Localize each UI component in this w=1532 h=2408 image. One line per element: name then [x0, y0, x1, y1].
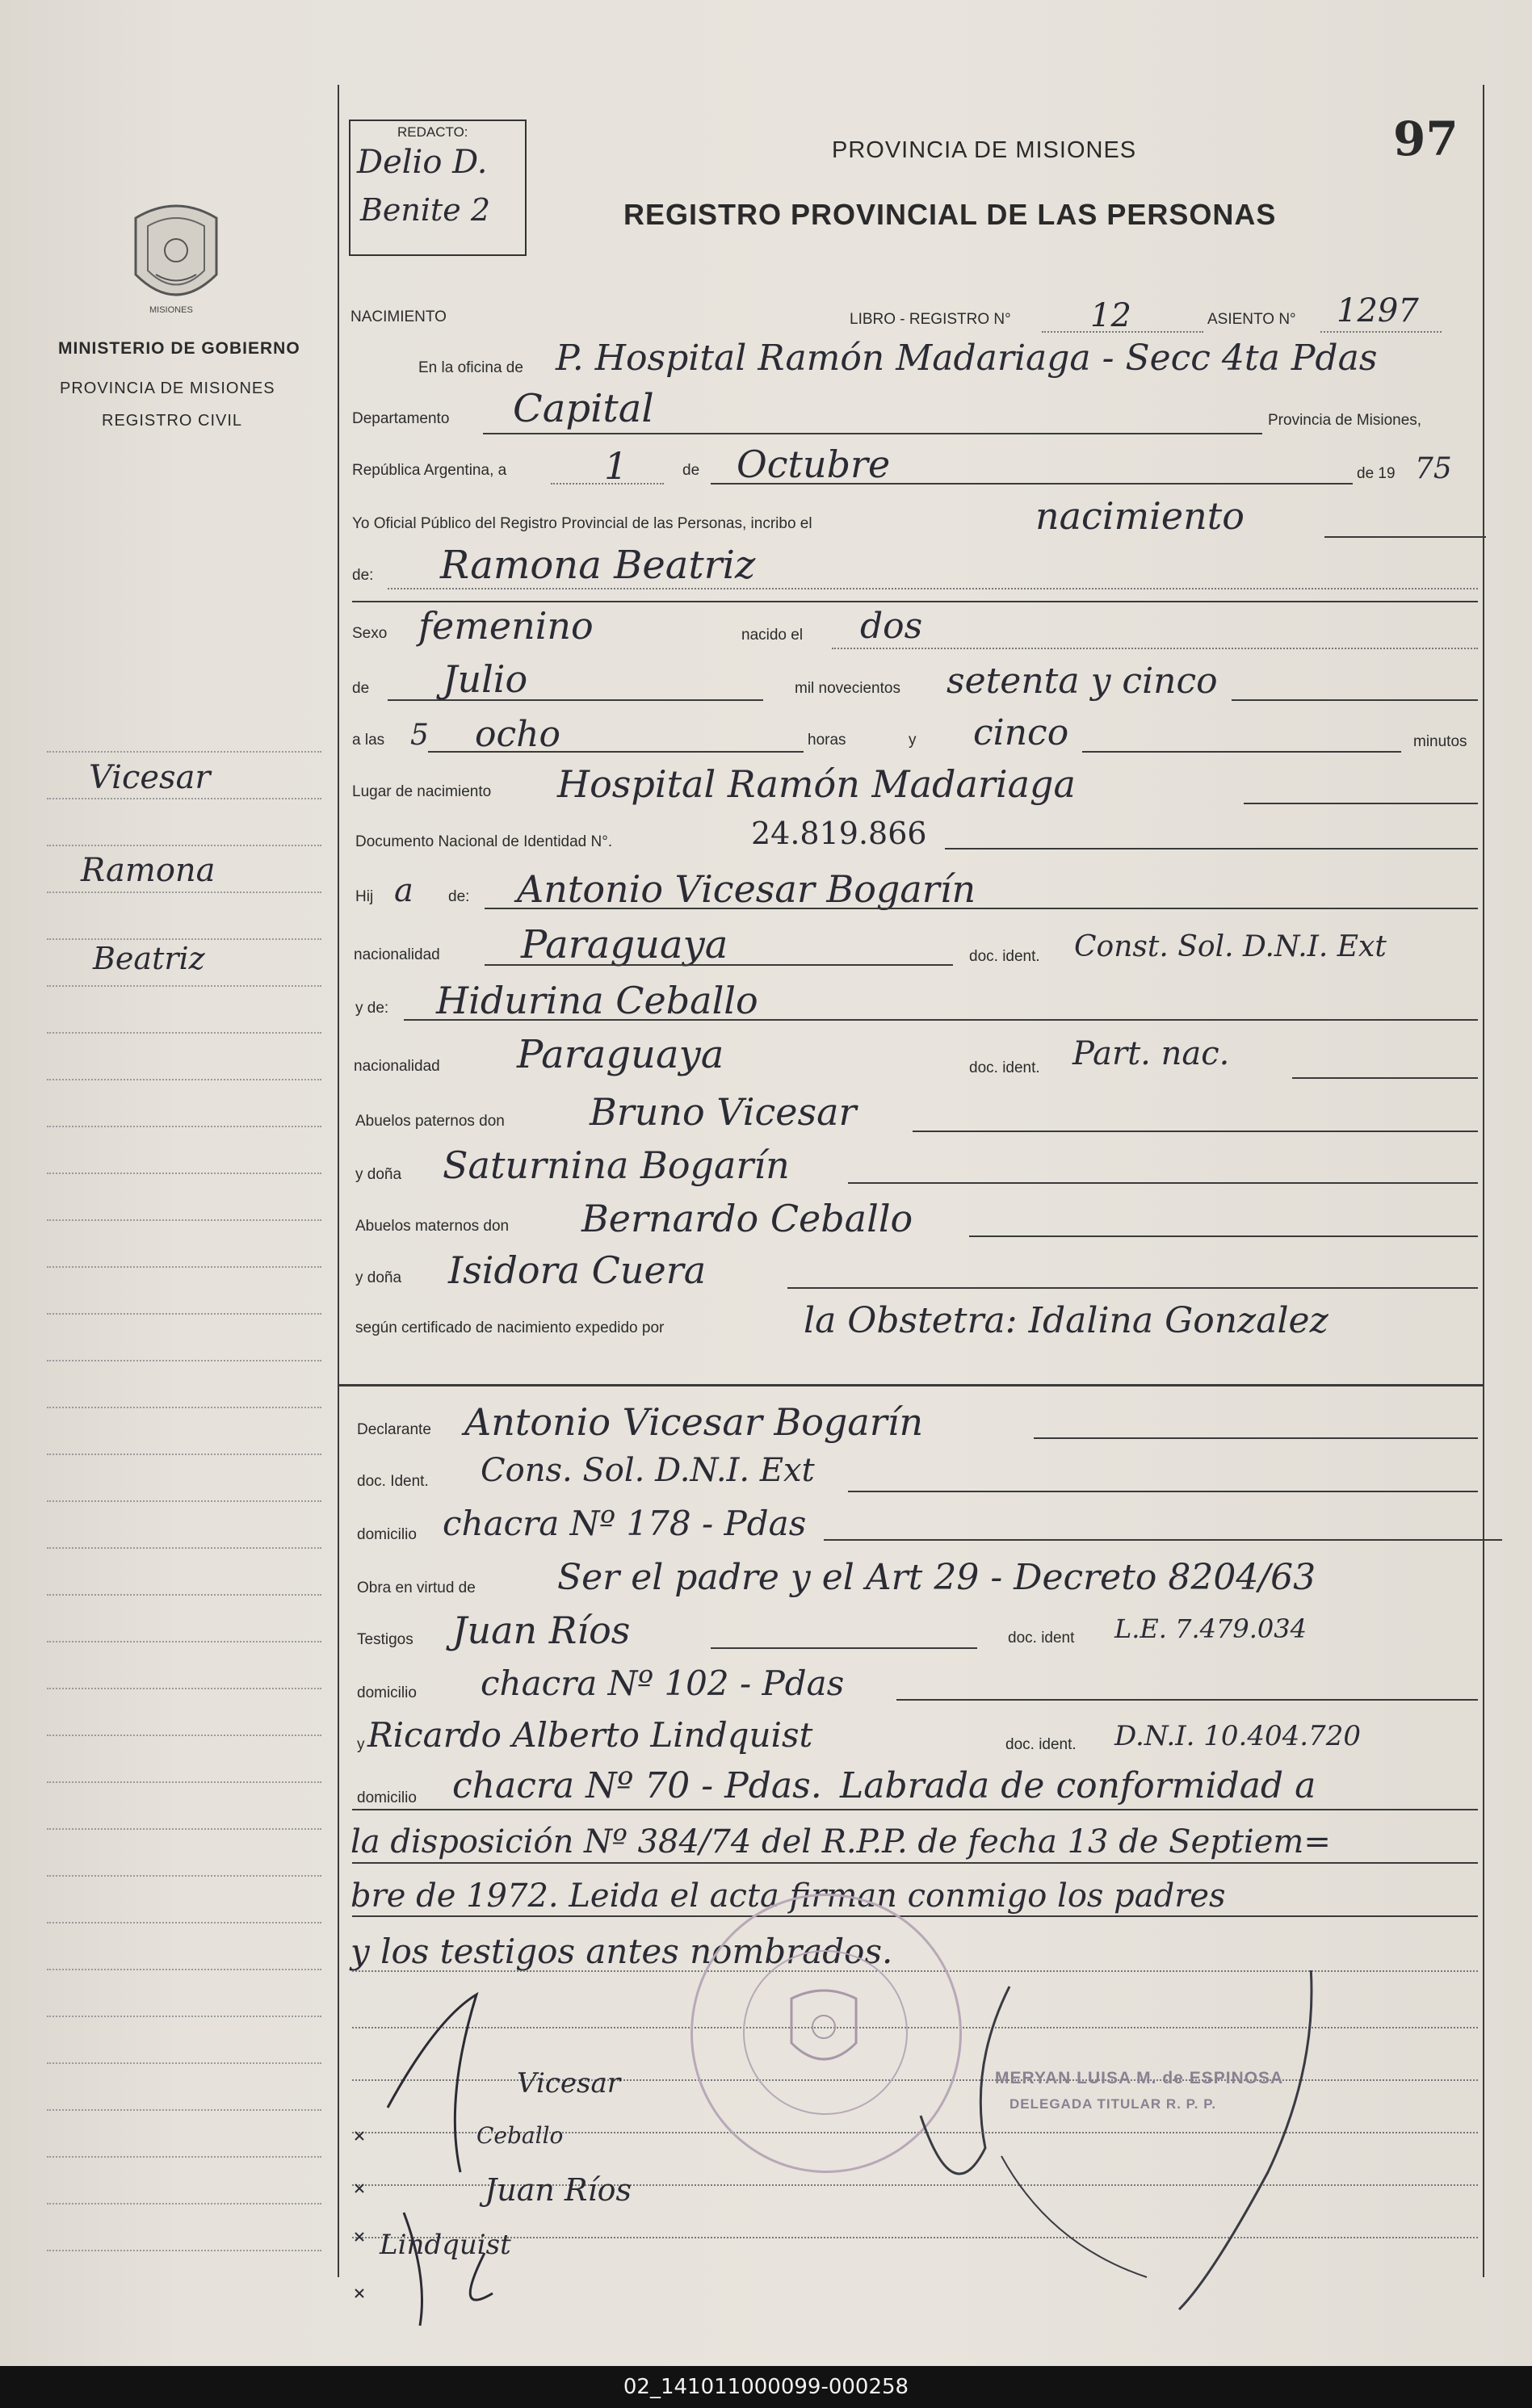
nac-madre-label: nacionalidad: [354, 1058, 440, 1075]
margin-dotted-line: [47, 985, 321, 987]
redacto-value-1: Delio D.: [357, 144, 488, 181]
domicilio2-value: chacra Nº 102 - Pdas: [481, 1663, 845, 1703]
abuela-mat-line: [787, 1287, 1478, 1289]
observ-2: la disposición Nº 384/74 del R.P.P. de fecha 13 de Septiem=: [350, 1823, 1331, 1861]
margin-dotted-line: [47, 1266, 321, 1268]
domicilio1-value: chacra Nº 178 - Pdas: [443, 1504, 807, 1543]
obra-value: Ser el padre y el Art 29 - Decreto 8204/63: [557, 1557, 1316, 1598]
right-border-line: [1483, 85, 1484, 2277]
lugar-value: Hospital Ramón Madariaga: [557, 762, 1076, 806]
sexo-label: Sexo: [352, 625, 388, 642]
observ-line-2: [352, 1862, 1478, 1864]
margin-dotted-line: [47, 1126, 321, 1127]
abuelo-pat-line: [913, 1131, 1478, 1132]
margin-dotted-line: [47, 1735, 321, 1736]
observ-3: bre de 1972. Leida el acta firman conmigo los padres: [350, 1877, 1226, 1915]
mes-nac-label: de: [352, 680, 370, 697]
redacto-box: [349, 120, 527, 256]
left-border-line: [338, 85, 339, 2277]
departamento-value: Capital: [513, 386, 654, 431]
dia-value: 1: [604, 444, 628, 488]
a-las-value: 5: [410, 719, 429, 752]
ministry-name: MINISTERIO DE GOBIERNO: [58, 339, 300, 358]
domicilio2-label: domicilio: [357, 1684, 417, 1701]
asiento-value: 1297: [1337, 292, 1419, 329]
provincia-label: Provincia de Misiones,: [1268, 412, 1422, 429]
margin-dotted-line: [47, 751, 321, 753]
domicilio3-label: domicilio: [357, 1789, 417, 1806]
ministry-registry: REGISTRO CIVIL: [102, 412, 243, 430]
testigo1-value: Juan Ríos: [452, 1609, 631, 1652]
abuela-pat-label: y doña: [355, 1166, 402, 1183]
abuela-pat-value: Saturnina Bogarín: [443, 1143, 790, 1187]
departamento-label: Departamento: [352, 410, 450, 427]
province-header: PROVINCIA DE MISIONES: [832, 137, 1137, 163]
nombre-value: Ramona Beatriz: [440, 543, 756, 588]
margin-dotted-line: [47, 1547, 321, 1549]
margin-dotted-line: [47, 1922, 321, 1923]
margin-dotted-line: [47, 1594, 321, 1596]
margin-dotted-line: [47, 1032, 321, 1034]
doc-declarante-line: [848, 1491, 1478, 1492]
margin-dotted-line: [47, 1219, 321, 1221]
abuela-mat-label: y doña: [355, 1269, 402, 1286]
lugar-line: [1244, 803, 1478, 804]
declarante-line: [1034, 1437, 1478, 1439]
y-label: y: [909, 732, 917, 749]
doc-madre-value: Part. nac.: [1072, 1035, 1230, 1072]
margin-dotted-line: [47, 1828, 321, 1830]
section-divider: [339, 1384, 1483, 1386]
redacto-value-2: Benite 2: [360, 192, 491, 228]
minutos-line: [1082, 751, 1401, 753]
abuelo-mat-line: [969, 1235, 1478, 1237]
signature-2: Ceballo: [476, 2122, 564, 2149]
margin-dotted-line: [47, 1875, 321, 1877]
doc-testigo2-label: doc. ident.: [1005, 1736, 1077, 1753]
margin-dotted-line: [47, 1500, 321, 1502]
margin-dotted-line: [47, 1969, 321, 1970]
republica-label: República Argentina, a: [352, 462, 507, 479]
incribo-value: nacimiento: [1035, 494, 1244, 538]
nac-padre-label: nacionalidad: [354, 946, 440, 963]
margin-dotted-line: [47, 845, 321, 846]
testigo2-value: Ricardo Alberto Lindquist: [367, 1715, 813, 1755]
observ-1: Labrada de conformidad a: [840, 1765, 1316, 1806]
asiento-line: [1320, 331, 1442, 333]
anio-nac-value: setenta y cinco: [946, 661, 1218, 702]
dni-value: 24.819.866: [751, 816, 927, 851]
madre-label: y de:: [355, 1000, 389, 1017]
year-label: de 19: [1357, 465, 1396, 482]
padre-value: Antonio Vicesar Bogarín: [517, 867, 976, 911]
mil-label: mil novecientos: [795, 680, 900, 697]
doc-testigo1-value: L.E. 7.479.034: [1114, 1613, 1307, 1644]
horas-label: horas: [808, 732, 846, 749]
horas-value: ocho: [475, 714, 560, 755]
obra-label: Obra en virtud de: [357, 1579, 476, 1596]
margin-dotted-line: [47, 938, 321, 940]
official-title: DELEGADA TITULAR R. P. P.: [1009, 2096, 1217, 2112]
signature-1: Vicesar: [517, 2067, 620, 2100]
margin-name-3: Beatriz: [93, 941, 205, 976]
declarante-label: Declarante: [357, 1421, 431, 1438]
nombre-line: [388, 588, 1478, 589]
departamento-line: [483, 433, 1262, 434]
nacimiento-label: NACIMIENTO: [350, 308, 447, 325]
observ-line-1: [352, 1809, 1478, 1810]
nac-padre-value: Paraguaya: [521, 922, 728, 967]
nacido-label: nacido el: [741, 627, 804, 644]
year-value: 75: [1415, 452, 1452, 485]
signature-strokes: [339, 1970, 1470, 2342]
hijo-suffix: a: [394, 872, 413, 909]
libro-value: 12: [1090, 297, 1131, 334]
margin-dotted-line: [47, 1313, 321, 1315]
signature-3: Juan Ríos: [485, 2172, 632, 2208]
nombre-line-2: [352, 601, 1478, 602]
margin-dotted-line: [47, 1688, 321, 1689]
libro-label: LIBRO - REGISTRO N°: [850, 311, 1011, 328]
minutos-value: cinco: [973, 712, 1069, 753]
margin-dotted-line: [47, 2203, 321, 2205]
dni-label: Documento Nacional de Identidad N°.: [355, 833, 613, 850]
lugar-label: Lugar de nacimiento: [352, 783, 492, 800]
de-label: de: [682, 462, 700, 479]
margin-dotted-line: [47, 1079, 321, 1080]
testigo2-label: y: [357, 1736, 365, 1753]
doc-testigo2-value: D.N.I. 10.404.720: [1114, 1720, 1361, 1752]
doc-testigo1-label: doc. ident: [1008, 1630, 1075, 1647]
nacido-line: [832, 648, 1478, 649]
testigo1-line: [711, 1647, 977, 1649]
ministry-emblem-icon: [120, 194, 233, 323]
redacto-label: REDACTO:: [397, 124, 468, 140]
margin-dotted-line: [47, 1454, 321, 1455]
madre-line: [404, 1019, 1478, 1021]
declarante-value: Antonio Vicesar Bogarín: [464, 1400, 924, 1444]
doc-padre-value: Const. Sol. D.N.I. Ext: [1074, 930, 1387, 963]
abuela-pat-line: [848, 1182, 1478, 1184]
madre-value: Hidurina Ceballo: [436, 979, 758, 1022]
asiento-label: ASIENTO N°: [1207, 311, 1296, 328]
minutos-label: minutos: [1413, 733, 1467, 750]
testigos-label: Testigos: [357, 1631, 413, 1648]
official-name: MERYAN LUISA M. de ESPINOSA: [995, 2069, 1284, 2087]
padre-line: [485, 908, 1478, 909]
margin-dotted-line: [47, 1173, 321, 1174]
margin-dotted-line: [47, 891, 321, 893]
margin-name-2: Ramona: [81, 852, 216, 889]
doc-declarante-label: doc. Ident.: [357, 1473, 429, 1490]
dni-line: [945, 848, 1478, 850]
ministry-province: PROVINCIA DE MISIONES: [60, 380, 275, 397]
doc-madre-label: doc. ident.: [969, 1059, 1040, 1076]
anio-nac-line: [1232, 699, 1478, 701]
margin-dotted-line: [47, 2250, 321, 2251]
hijo-de-label: de:: [448, 888, 470, 905]
domicilio2-line: [896, 1699, 1478, 1701]
observ-line-3: [352, 1915, 1478, 1917]
mes-nac-value: Julio: [443, 657, 528, 701]
margin-dotted-line: [47, 1360, 321, 1361]
abuelo-pat-label: Abuelos paternos don: [355, 1113, 505, 1130]
margin-dotted-line: [47, 1781, 321, 1783]
incribo-line: [1324, 536, 1486, 538]
hijo-label: Hij: [355, 888, 374, 905]
domicilio1-line: [824, 1539, 1502, 1541]
nac-madre-value: Paraguaya: [517, 1032, 724, 1077]
emblem-label: MISIONES: [149, 305, 193, 315]
margin-dotted-line: [47, 1641, 321, 1642]
doc-declarante-value: Cons. Sol. D.N.I. Ext: [481, 1452, 815, 1489]
abuela-mat-value: Isidora Cuera: [448, 1248, 707, 1292]
sexo-value: femenino: [418, 604, 594, 648]
doc-padre-label: doc. ident.: [969, 948, 1040, 965]
abuelo-mat-value: Bernardo Ceballo: [581, 1197, 913, 1240]
nombre-label: de:: [352, 567, 374, 584]
signature-4: Lindquist: [380, 2229, 511, 2261]
mes-value: Octubre: [737, 443, 891, 486]
doc-madre-line: [1292, 1077, 1478, 1079]
oficina-value: P. Hospital Ramón Madariaga - Secc 4ta Pdas: [556, 338, 1378, 379]
registry-title: REGISTRO PROVINCIAL DE LAS PERSONAS: [623, 198, 1277, 231]
margin-dotted-line: [47, 1407, 321, 1408]
nacido-value: dos: [860, 606, 923, 647]
domicilio3-value: chacra Nº 70 - Pdas.: [452, 1765, 822, 1806]
observ-4: y los testigos antes nombrados.: [350, 1932, 893, 1971]
oficina-label: En la oficina de: [418, 359, 523, 376]
margin-dotted-line: [47, 2109, 321, 2111]
margin-name-1: Vicesar: [89, 759, 211, 796]
a-las-label: a las: [352, 732, 385, 749]
page-number: 97: [1393, 111, 1459, 166]
margin-dotted-line: [47, 2016, 321, 2017]
domicilio1-label: domicilio: [357, 1526, 417, 1543]
yo-oficial-label: Yo Oficial Público del Registro Provincial de las Personas, incribo el: [352, 515, 812, 532]
abuelo-mat-label: Abuelos maternos don: [355, 1218, 510, 1235]
certificado-value: la Obstetra: Idalina Gonzalez: [804, 1300, 1328, 1341]
nac-padre-line: [485, 964, 953, 966]
segun-label: según certificado de nacimiento expedido por: [355, 1319, 665, 1336]
footer-id: 02_141011000099-000258: [0, 2366, 1532, 2408]
abuelo-pat-value: Bruno Vicesar: [590, 1090, 857, 1134]
margin-dotted-line: [47, 2156, 321, 2158]
margin-dotted-line: [47, 798, 321, 799]
margin-dotted-line: [47, 2062, 321, 2064]
